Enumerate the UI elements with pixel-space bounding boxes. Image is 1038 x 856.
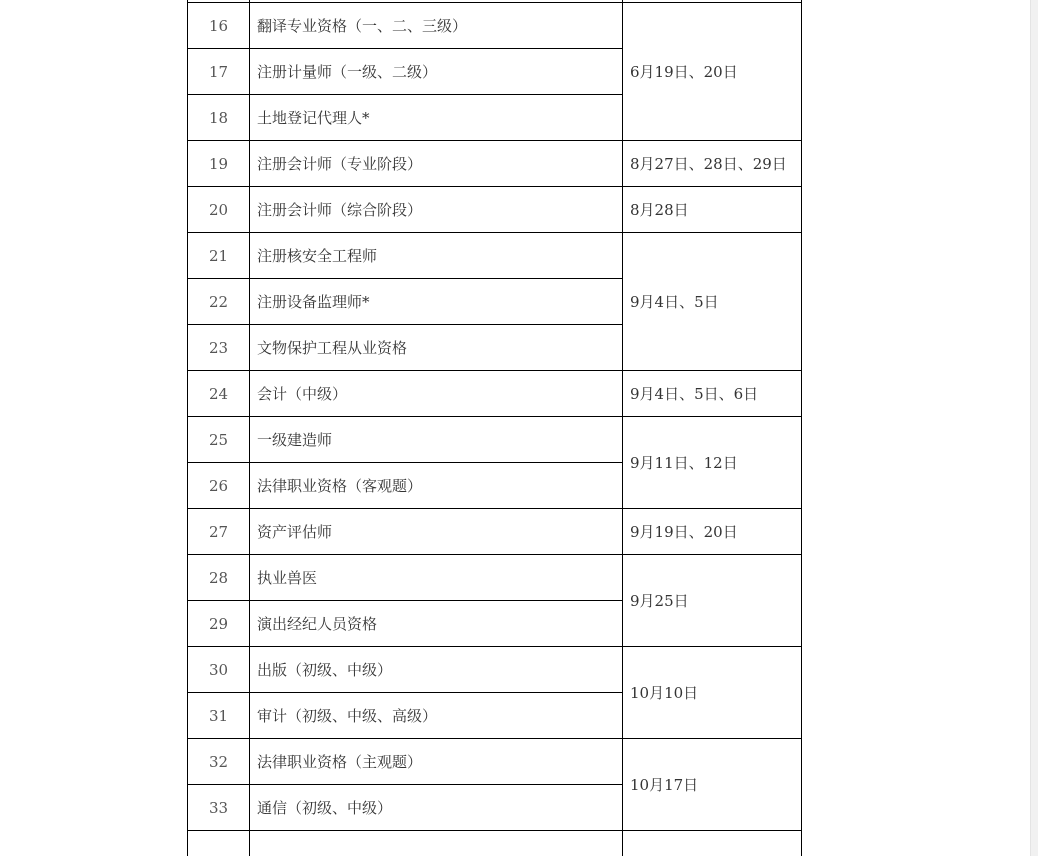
table-row [188,233,802,279]
exam-schedule-table [187,0,802,856]
table-row [188,509,802,555]
exam-name: 一级建造师 [250,417,623,463]
row-number: 29 [188,601,250,647]
row-number: 30 [188,647,250,693]
row-number: 23 [188,325,250,371]
window-edge [1030,0,1038,856]
exam-name: 注册设备监理师* [250,279,623,325]
exam-name: 法律职业资格（客观题） [250,463,623,509]
row-number: 33 [188,785,250,831]
exam-name: 法律职业资格（主观题） [250,739,623,785]
table-row [188,371,802,417]
table-row [188,187,802,233]
exam-name: 土地登记代理人* [250,95,623,141]
exam-name [250,831,623,856]
row-number: 28 [188,555,250,601]
table-row [188,647,802,693]
exam-date: 10月17日 [623,739,802,831]
row-number: 26 [188,463,250,509]
exam-date: 9月25日 [623,555,802,647]
exam-name: 会计（中级） [250,371,623,417]
table-row [188,831,802,856]
row-number: 31 [188,693,250,739]
exam-date: 9月4日、5日、6日 [623,371,802,417]
row-number [188,831,250,856]
row-number: 18 [188,95,250,141]
exam-date: 8月27日、28日、29日 [623,141,802,187]
exam-name: 文物保护工程从业资格 [250,325,623,371]
row-number: 22 [188,279,250,325]
exam-name: 演出经纪人员资格 [250,601,623,647]
exam-name: 出版（初级、中级） [250,647,623,693]
table-row [188,3,802,49]
exam-name: 注册计量师（一级、二级） [250,49,623,95]
exam-name: 通信（初级、中级） [250,785,623,831]
exam-date: 8月28日 [623,187,802,233]
row-number: 32 [188,739,250,785]
table-row [188,739,802,785]
exam-date: 9月11日、12日 [623,417,802,509]
exam-date [623,831,802,856]
row-number: 27 [188,509,250,555]
exam-name: 资产评估师 [250,509,623,555]
exam-date: 9月19日、20日 [623,509,802,555]
row-number: 16 [188,3,250,49]
row-number: 24 [188,371,250,417]
table-row [188,417,802,463]
exam-date: 10月10日 [623,647,802,739]
row-number: 19 [188,141,250,187]
exam-name: 执业兽医 [250,555,623,601]
table-row [188,141,802,187]
exam-name: 注册会计师（综合阶段） [250,187,623,233]
exam-date: 9月4日、5日 [623,233,802,371]
exam-name: 注册会计师（专业阶段） [250,141,623,187]
exam-name: 翻译专业资格（一、二、三级） [250,3,623,49]
exam-name: 审计（初级、中级、高级） [250,693,623,739]
row-number: 20 [188,187,250,233]
row-number: 17 [188,49,250,95]
exam-date: 6月19日、20日 [623,3,802,141]
table-row [188,555,802,601]
row-number: 21 [188,233,250,279]
exam-name: 注册核安全工程师 [250,233,623,279]
row-number: 25 [188,417,250,463]
